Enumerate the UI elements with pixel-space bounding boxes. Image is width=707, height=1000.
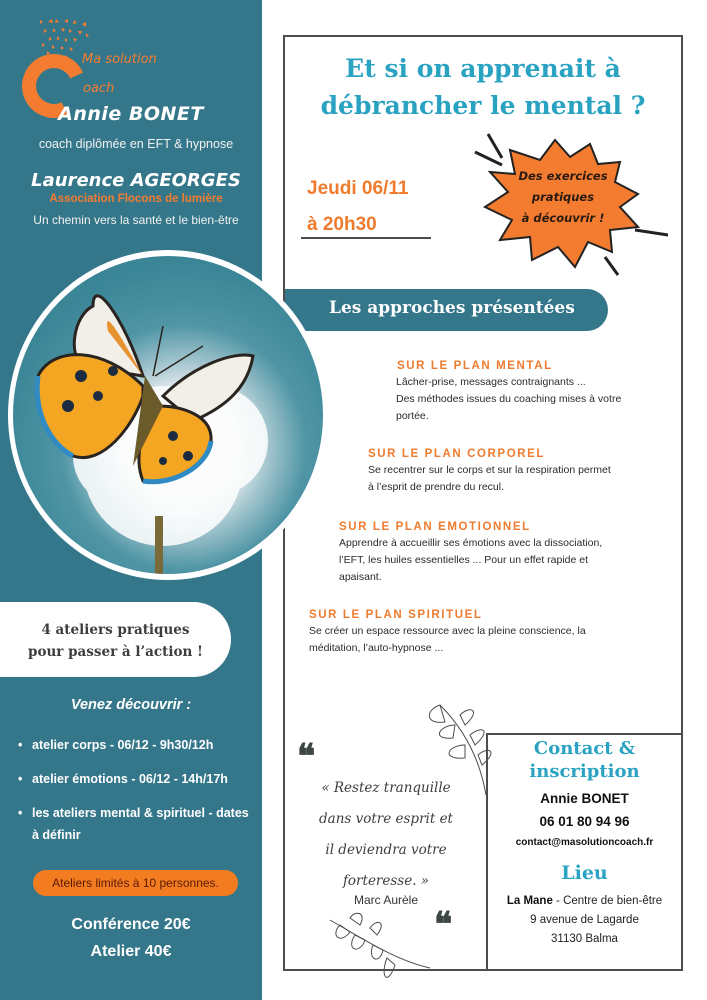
tagline: Un chemin vers la santé et le bien-être (33, 213, 239, 227)
approach-text: apaisant. (339, 571, 382, 583)
approach-text: à l’esprit de prendre du recul. (368, 481, 504, 493)
lieu-venue-name: La Mane (506, 895, 553, 907)
approach-text: portée. (396, 410, 429, 422)
quote-author: Marc Aurèle (353, 893, 419, 907)
limit-badge: Ateliers limités à 10 personnes. (33, 870, 238, 896)
logo (22, 16, 182, 106)
quote (296, 773, 476, 897)
quote-close-icon: ❝ (434, 905, 453, 945)
approach-text: Des méthodes issues du coaching mises à votre (396, 393, 622, 405)
contact-title (486, 737, 683, 783)
workshop-item: • atelier émotions - 06/12 - 14h/17h (18, 768, 258, 790)
quote-line: « Restez tranquille (321, 780, 451, 796)
headline-line1: Et si on apprenait à (345, 54, 621, 83)
approaches-banner (285, 289, 608, 331)
venez-heading: Venez découvrir : (70, 697, 192, 713)
approach-title: SUR LE PLAN EMOTIONNEL (339, 521, 531, 533)
price-atelier: Atelier 40€ (90, 943, 172, 960)
headline-line2: débrancher le mental ? (320, 91, 646, 120)
quote-line: il deviendra votre (325, 842, 447, 858)
approach-spirituel (309, 609, 669, 657)
prices (0, 911, 262, 965)
ateliers-pill-line2: pour passer à l’action ! (28, 644, 203, 660)
workshop-item: • atelier corps - 06/12 - 9h30/12h (18, 734, 258, 756)
contact-email-link[interactable]: contact@masolutioncoach.fr (515, 837, 654, 848)
coach-subtitle-annie: coach diplômée en EFT & hypnose (38, 137, 234, 151)
quote-open-icon: ❝ (297, 737, 316, 777)
approaches-banner-label: Les approches présentées (329, 298, 575, 318)
coach-name-laurence: Laurence AGEORGES (31, 170, 241, 191)
quote-line: forteresse. » (342, 873, 430, 889)
lieu-street: 9 avenue de Lagarde (530, 914, 639, 926)
lieu-venue-desc: - Centre de bien-être (552, 895, 663, 907)
association-name: Association Flocons de lumière (49, 193, 223, 205)
approach-text: méditation, l’auto-hypnose ... (309, 642, 444, 654)
contact-phone[interactable]: 06 01 80 94 96 (539, 814, 630, 829)
workshop-item: • les ateliers mental & spirituel - dates à définir (18, 802, 258, 846)
quote-line: dans votre esprit et (319, 811, 453, 827)
logo-text-line1: Ma solution (82, 52, 157, 67)
price-conference: Conférence 20€ (71, 916, 191, 933)
approach-text: Lâcher-prise, messages contraignants ... (396, 376, 586, 388)
approach-text: Apprendre à accueillir ses émotions avec la dissociation, (339, 537, 603, 549)
approach-emotionnel (339, 521, 669, 586)
event-time: à 20h30 (307, 214, 377, 235)
workshop-list (18, 734, 258, 858)
lieu-city: 31130 Balma (551, 933, 618, 945)
ateliers-pill (0, 602, 231, 677)
approach-title: SUR LE PLAN MENTAL (397, 360, 553, 372)
lieu-address (486, 892, 683, 949)
leaf-branch-icon (325, 910, 435, 990)
ateliers-pill-line1: 4 ateliers pratiques (41, 622, 190, 638)
approach-text: Se recentrer sur le corps et sur la respiration permet (368, 464, 611, 476)
burst-text (488, 166, 638, 229)
approach-corporel (368, 448, 668, 496)
approach-title: SUR LE PLAN CORPOREL (368, 448, 546, 460)
contact-name: Annie BONET (540, 791, 629, 806)
burst-line2: pratiques (531, 190, 595, 204)
approach-text: Se créer un espace ressource avec la pleine conscience, la (309, 625, 586, 637)
burst-line1: Des exercices (518, 169, 608, 183)
contact-title-line1: Contact & (533, 738, 636, 759)
logo-text-line2: oach (83, 81, 115, 96)
event-day: Jeudi 06/11 (307, 178, 409, 199)
event-date (307, 171, 408, 243)
burst-line3: à découvrir ! (521, 211, 605, 225)
approach-text: l’EFT, les huiles essentielles ... Pour un effet rapide et (339, 554, 589, 566)
lieu-title: Lieu (561, 862, 608, 884)
lieu-venue (486, 892, 683, 911)
approach-title: SUR LE PLAN SPIRITUEL (309, 609, 483, 621)
approach-mental (396, 360, 666, 425)
headline (283, 50, 683, 124)
date-underline (301, 237, 431, 239)
butterfly-icon (13, 256, 323, 574)
butterfly-dandelion-photo (13, 256, 323, 574)
coach-name-annie: Annie BONET (58, 103, 204, 125)
contact-title-line2: inscription (529, 761, 640, 782)
